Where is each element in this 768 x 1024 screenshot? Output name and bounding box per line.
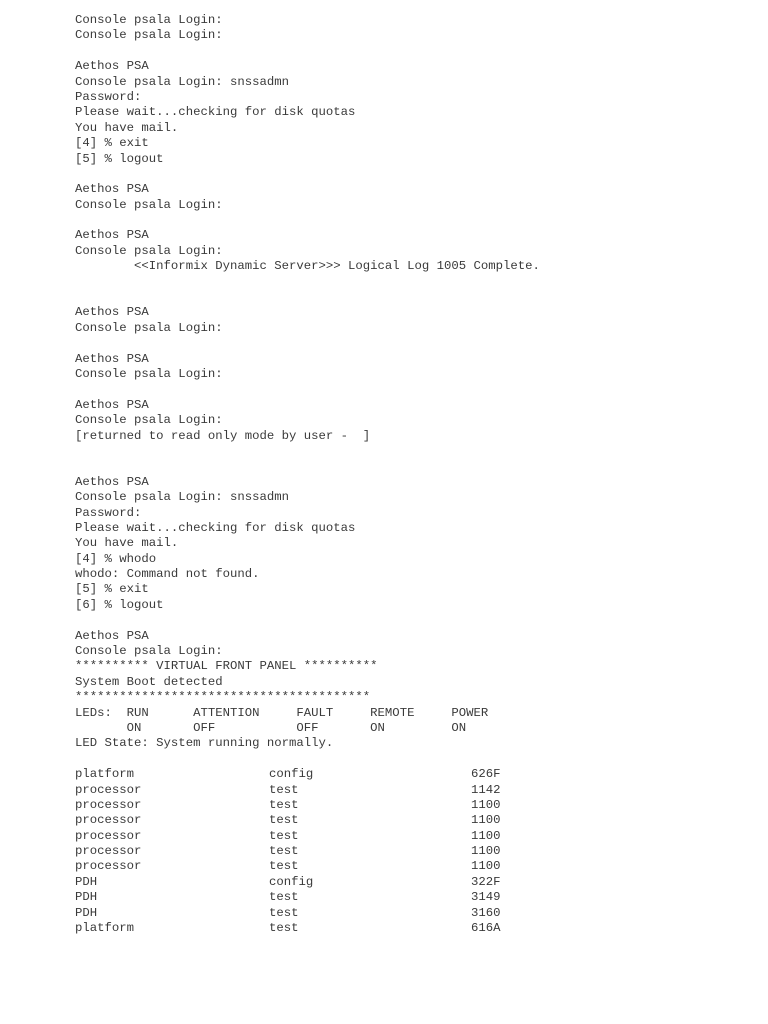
console-line: [6] % logout: [75, 597, 164, 612]
console-line: [75, 213, 755, 228]
console-line: Aethos PSA: [75, 228, 149, 243]
boot-action: test: [269, 828, 299, 843]
console-line: Console psala Login:: [75, 366, 223, 381]
console-line: Console psala Login:: [75, 320, 223, 335]
boot-code: 322F: [471, 874, 501, 889]
console-line: [4] % exit: [75, 136, 149, 151]
boot-unit: processor: [75, 859, 142, 874]
boot-code: 1100: [471, 859, 501, 874]
boot-action: test: [269, 844, 299, 859]
console-line: Aethos PSA: [75, 397, 149, 412]
console-line: Console psala Login: snssadmn: [75, 490, 290, 505]
console-line: Aethos PSA: [75, 628, 149, 643]
console-line: [5] % exit: [75, 582, 149, 597]
console-line: [75, 336, 755, 351]
boot-action: config: [269, 874, 314, 889]
console-line: Console psala Login:: [75, 413, 223, 428]
console-line: Password:: [75, 505, 142, 520]
console-line: Password:: [75, 89, 142, 104]
boot-unit: PDH: [75, 874, 98, 889]
console-line: <<Informix Dynamic Server>>> Logical Log 1005 Complete.: [75, 259, 540, 274]
console-line: You have mail.: [75, 536, 179, 551]
boot-table-row: [75, 767, 755, 782]
boot-table-row: [75, 859, 755, 874]
boot-code: 1100: [471, 797, 501, 812]
console-line: [75, 752, 755, 767]
boot-unit: platform: [75, 767, 135, 782]
boot-action: test: [269, 905, 299, 920]
console-line: System Boot detected: [75, 674, 223, 689]
boot-code: 1100: [471, 844, 501, 859]
console-line: Please wait...checking for disk quotas: [75, 105, 356, 120]
console-line: Aethos PSA: [75, 351, 149, 366]
console-line: Please wait...checking for disk quotas: [75, 520, 356, 535]
boot-code: 626F: [471, 767, 501, 782]
boot-table-row: [75, 921, 755, 936]
console-line: Aethos PSA: [75, 305, 149, 320]
boot-code: 616A: [471, 921, 501, 936]
boot-unit: PDH: [75, 890, 98, 905]
console-line: [returned to read only mode by user - ]: [75, 428, 371, 443]
boot-code: 1100: [471, 813, 501, 828]
console-line: LEDs: RUN ATTENTION FAULT REMOTE POWER: [75, 705, 489, 720]
boot-action: test: [269, 813, 299, 828]
boot-action: test: [269, 921, 299, 936]
boot-table-row: [75, 798, 755, 813]
console-line: [75, 44, 755, 59]
boot-table-row: [75, 890, 755, 905]
boot-action: config: [269, 767, 314, 782]
boot-action: test: [269, 859, 299, 874]
boot-unit: processor: [75, 844, 142, 859]
console-line: Aethos PSA: [75, 182, 149, 197]
boot-code: 1100: [471, 828, 501, 843]
console-line: [75, 444, 755, 459]
console-line: Console psala Login:: [75, 28, 223, 43]
console-line: [75, 290, 755, 305]
console-line: Console psala Login:: [75, 243, 223, 258]
console-line: [5] % logout: [75, 151, 164, 166]
console-line: LED State: System running normally.: [75, 736, 334, 751]
console-line: Console psala Login:: [75, 197, 223, 212]
console-line: ****************************************: [75, 690, 371, 705]
console-line: [75, 613, 755, 628]
boot-table-row: [75, 875, 755, 890]
boot-unit: processor: [75, 813, 142, 828]
console-line: [4] % whodo: [75, 551, 157, 566]
boot-table-row: [75, 844, 755, 859]
console-line: Aethos PSA: [75, 474, 149, 489]
console-line: [75, 459, 755, 474]
console-output: [75, 13, 755, 936]
boot-action: test: [269, 782, 299, 797]
console-line: [75, 167, 755, 182]
boot-table-row: [75, 906, 755, 921]
console-line: Console psala Login:: [75, 13, 223, 27]
console-line: ********** VIRTUAL FRONT PANEL **********: [75, 659, 378, 674]
console-line: Console psala Login:: [75, 644, 223, 659]
console-line: whodo: Command not found.: [75, 567, 260, 582]
console-line: [75, 382, 755, 397]
boot-action: test: [269, 890, 299, 905]
boot-unit: processor: [75, 828, 142, 843]
boot-action: test: [269, 797, 299, 812]
boot-code: 1142: [471, 782, 501, 797]
console-line: Console psala Login: snssadmn: [75, 74, 290, 89]
boot-table-row: [75, 829, 755, 844]
boot-unit: PDH: [75, 905, 98, 920]
console-line: [75, 275, 755, 290]
boot-unit: platform: [75, 921, 135, 936]
boot-code: 3149: [471, 890, 501, 905]
boot-unit: processor: [75, 797, 142, 812]
console-line: ON OFF OFF ON ON: [75, 720, 467, 735]
console-line: Aethos PSA: [75, 59, 149, 74]
boot-table-row: [75, 813, 755, 828]
boot-unit: processor: [75, 782, 142, 797]
boot-table-row: [75, 783, 755, 798]
console-line: You have mail.: [75, 120, 179, 135]
boot-code: 3160: [471, 905, 501, 920]
